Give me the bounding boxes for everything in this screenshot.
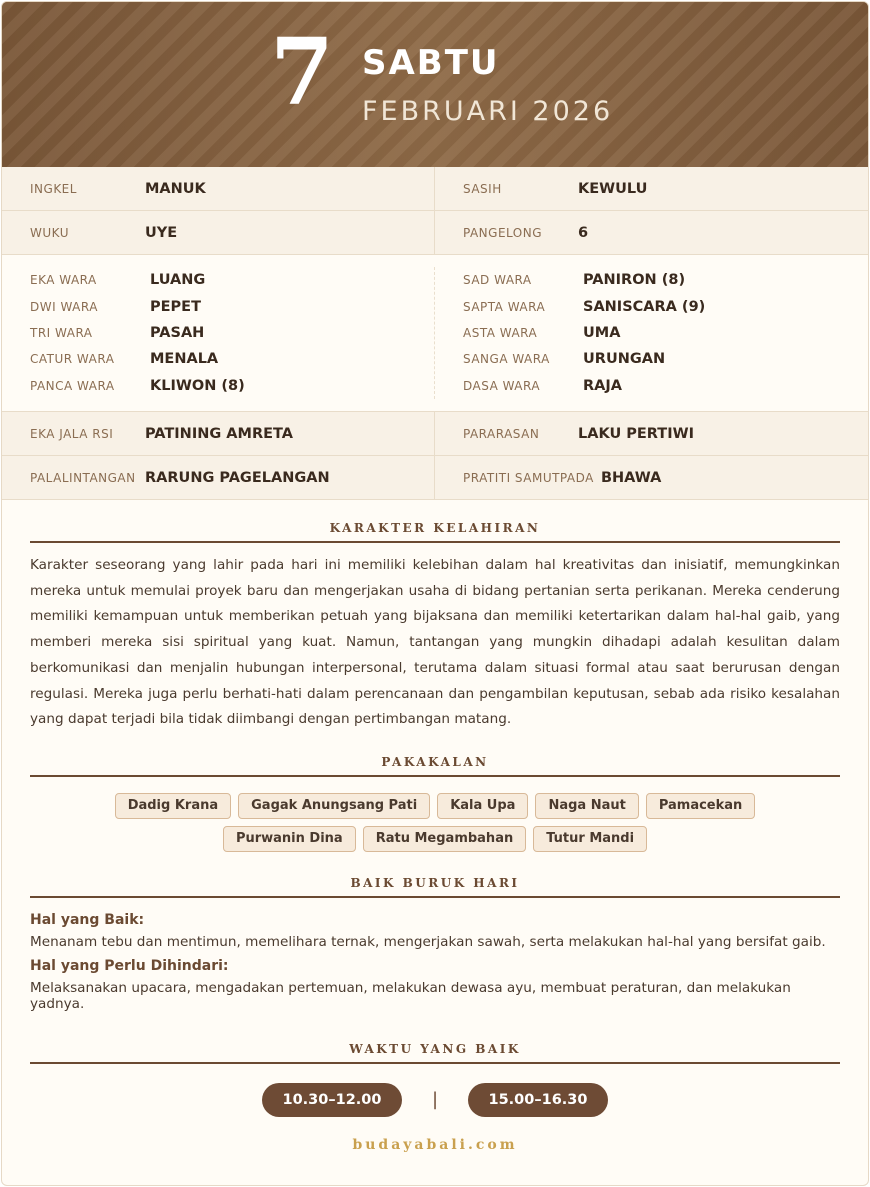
pakakalan-tag: Purwanin Dina <box>223 826 356 852</box>
wara-label: DWI WARA <box>30 299 98 314</box>
info-cell-pratiti-samutpada <box>435 456 868 499</box>
good-label: Hal yang Baik: <box>30 911 145 928</box>
info-label: INGKEL <box>30 181 77 196</box>
day-number: 7 <box>270 18 335 126</box>
wara-label: CATUR WARA <box>30 352 115 367</box>
info-cell-palalintangan <box>2 456 435 499</box>
wara-value: PEPET <box>150 298 201 315</box>
avoid-label: Hal yang Perlu Dihindari: <box>30 957 229 974</box>
info-row-wuku-pangelong <box>2 211 868 255</box>
info-label: PARARASAN <box>463 426 540 441</box>
wara-left-column <box>2 267 435 399</box>
wara-value: MENALA <box>150 351 219 368</box>
info-label: PRATITI SAMUTPADA <box>463 470 594 485</box>
pakakalan-title: PAKAKALAN <box>30 755 840 777</box>
info-value: LAKU PERTIWI <box>578 425 694 442</box>
pakakalan-tag: Pamacekan <box>646 793 755 819</box>
wara-row <box>30 267 434 293</box>
wara-label: ASTA WARA <box>463 325 538 340</box>
info-value: 6 <box>578 224 589 241</box>
info-label: EKA JALA RSI <box>30 426 114 441</box>
pakakalan-tag: Ratu Megambahan <box>363 826 527 852</box>
calendar-card <box>1 1 869 1186</box>
info-value: KEWULU <box>578 180 648 197</box>
time-slot-1: 10.30–12.00 <box>262 1083 402 1117</box>
pakakalan-tag: Gagak Anungsang Pati <box>238 793 430 819</box>
wara-row <box>30 373 434 399</box>
baik-buruk-title: BAIK BURUK HARI <box>30 876 840 898</box>
info-cell-pararasan <box>435 412 868 455</box>
time-slots <box>2 1083 868 1117</box>
pakakalan-tag: Kala Upa <box>437 793 528 819</box>
info-label: SASIH <box>463 181 502 196</box>
day-name: SABTU <box>362 43 500 83</box>
info-cell-pangelong <box>435 211 868 254</box>
pakakalan-list <box>62 793 808 852</box>
wara-label: TRI WARA <box>30 325 93 340</box>
wara-row <box>463 320 868 346</box>
pakakalan-tag: Tutur Mandi <box>533 826 647 852</box>
wara-value: URUNGAN <box>583 351 666 368</box>
wara-row <box>30 320 434 346</box>
wara-label: PANCA WARA <box>30 378 115 393</box>
month-year: FEBRUARI 2026 <box>362 96 614 127</box>
wara-right-column <box>435 267 868 399</box>
footer-brand: budayabali.com <box>352 1136 518 1153</box>
info-value: MANUK <box>145 180 206 197</box>
pakakalan-tag: Dadig Krana <box>115 793 231 819</box>
info-cell-wuku <box>2 211 435 254</box>
info-label: PALALINTANGAN <box>30 470 136 485</box>
info-row-ingkel-sasih <box>2 167 868 211</box>
wara-value: PASAH <box>150 324 205 341</box>
info-row-palalintangan <box>2 456 868 500</box>
wara-value: UMA <box>583 324 621 341</box>
wara-value: RAJA <box>583 377 623 394</box>
info-cell-eka-jala-rsi <box>2 412 435 455</box>
info-cell-sasih <box>435 167 868 210</box>
wara-row <box>463 267 868 293</box>
waktu-title: WAKTU YANG BAIK <box>30 1042 840 1064</box>
karakter-text: Karakter seseorang yang lahir pada hari ini memiliki kelebihan dalam hal kreativitas dan inisiatif, memungkinkan mereka untuk memulai proyek baru dan mengerjakan usaha di bidang pertanian serta perikanan. Mereka cenderung memiliki kemampuan untuk memberikan petuah yang bijaksana dan memiliki ketertarikan dalam hal-hal gaib, yang memberi mereka sisi spiritual yang kuat. Namun, tantangan yang mungkin dihadapi adalah kesulitan dalam berkomunikasi dan menjalin hubungan interpersonal, terutama dalam situasi formal atau saat berurusan dengan regulasi. Mereka juga perlu berhati-hati dalam perencanaan dan pengambilan keputusan, sebab ada risiko kesalahan yang dapat terjadi bila tidak diimbangi dengan pertimbangan matang. <box>30 557 840 728</box>
info-label: PANGELONG <box>463 225 543 240</box>
wara-value: LUANG <box>150 272 206 289</box>
wara-label: SAPTA WARA <box>463 299 546 314</box>
info-value: BHAWA <box>601 469 662 486</box>
info-cell-ingkel <box>2 167 435 210</box>
wara-value: KLIWON (8) <box>150 377 245 394</box>
info-value: RARUNG PAGELANGAN <box>145 469 330 486</box>
wara-row <box>463 293 868 319</box>
wara-row <box>463 373 868 399</box>
info-value: PATINING AMRETA <box>145 425 294 442</box>
time-slot-2: 15.00–16.30 <box>468 1083 608 1117</box>
info-row-eka-jala-rsi <box>2 412 868 456</box>
date-header <box>2 2 868 167</box>
time-separator: | <box>431 1089 439 1111</box>
avoid-text: Melaksanakan upacara, mengadakan pertemuan, melakukan dewasa ayu, membuat peraturan, dan melakukan yadnya. <box>30 979 791 1012</box>
wara-row <box>463 346 868 372</box>
good-text: Menanam tebu dan mentimun, memelihara ternak, mengerjakan sawah, serta melakukan hal-hal yang bersifat gaib. <box>30 933 826 950</box>
wara-row <box>30 293 434 319</box>
info-label: WUKU <box>30 225 69 240</box>
karakter-title: KARAKTER KELAHIRAN <box>30 521 840 543</box>
wara-label: SANGA WARA <box>463 352 550 367</box>
wara-label: SAD WARA <box>463 273 532 288</box>
wara-section <box>2 255 868 412</box>
pakakalan-tag: Naga Naut <box>535 793 638 819</box>
wara-row <box>30 346 434 372</box>
wara-value: PANIRON (8) <box>583 272 686 289</box>
wara-label: EKA WARA <box>30 273 97 288</box>
wara-value: SANISCARA (9) <box>583 298 706 315</box>
wara-label: DASA WARA <box>463 378 541 393</box>
info-value: UYE <box>145 224 178 241</box>
